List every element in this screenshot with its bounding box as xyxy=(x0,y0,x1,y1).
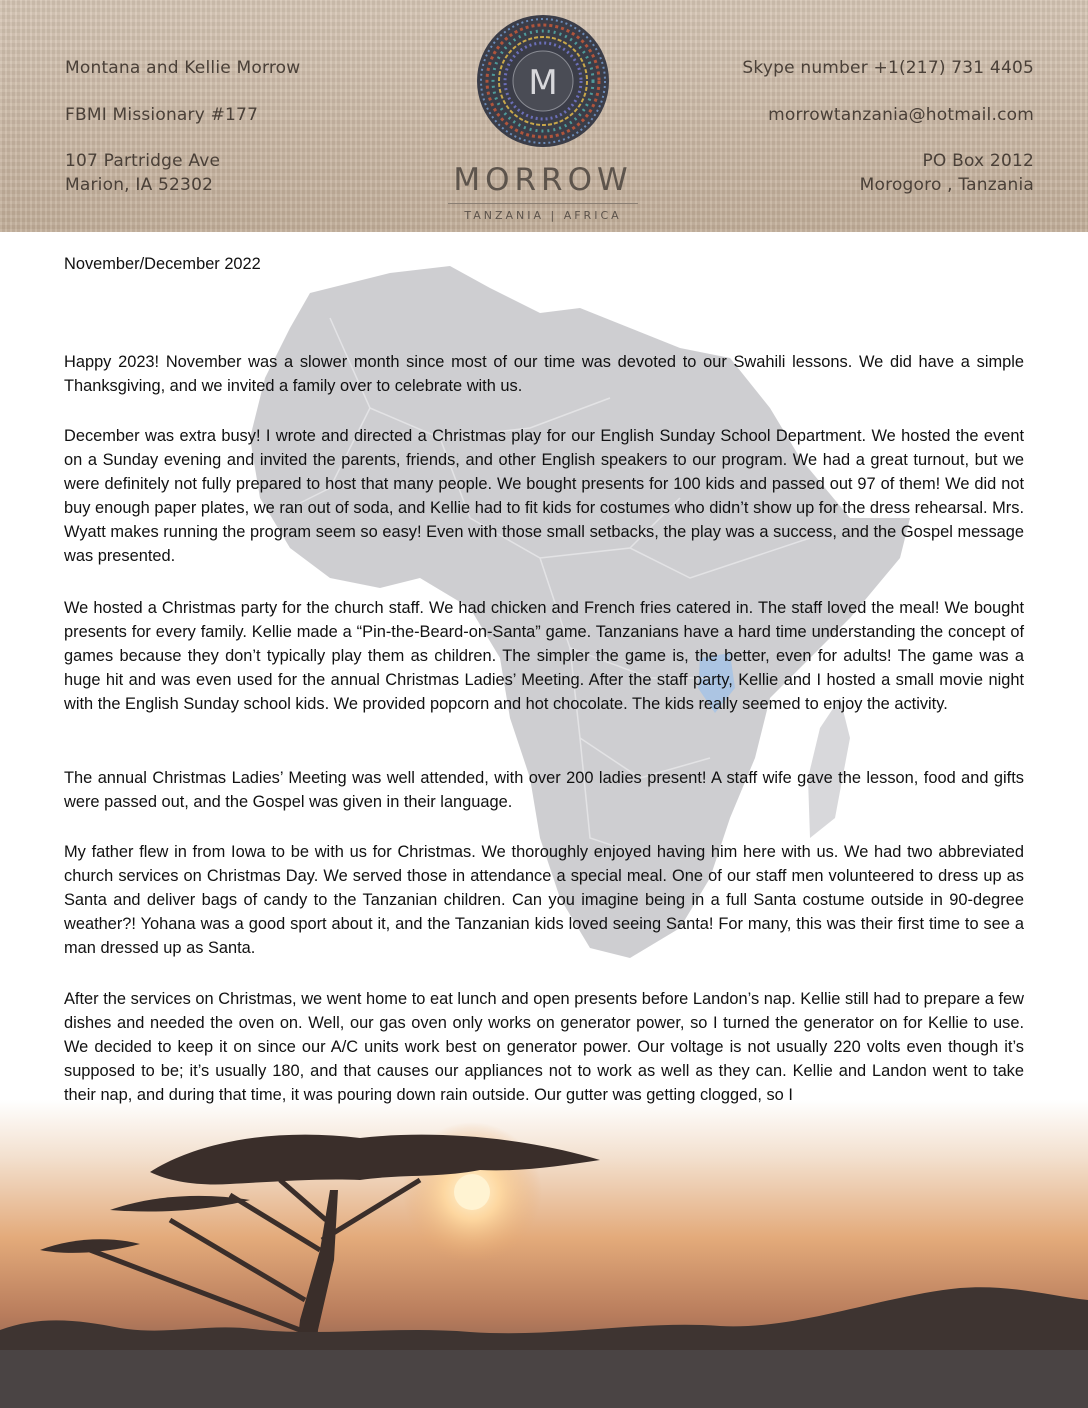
paragraph-christmas-play: December was extra busy! I wrote and directed a Christmas play for our English Sunday School Department. We hosted the event on a Sunday evening and invited the parents, friends, and other English speakers to our program. We had a great turnout, but we were definitely not fully prepared to host that many people. We bought presents for 100 kids and passed out 97 of them! We did not buy enough paper plates, we ran out of soda, and Kellie had to fit kids for costumes who didn’t show up for the dress rehearsal. Mrs. Wyatt makes running the program seem so easy! Even with those small setbacks, the play was a success, and the Gospel message was presented. xyxy=(64,427,1024,566)
paragraph-staff-party: We hosted a Christmas party for the church staff. We had chicken and French fries catered in. The staff loved the meal! We bought presents for every family. Kellie made a “Pin-the-Beard-on-Santa” game. Tanzanians have a hard time understanding the concept of games because they don’t typically play them as children. The simpler the game is, the better, even for adults! The game was a huge hit and was even used for the annual Christmas Ladies’ Meeting. After the staff party, Kellie and I hosted a small movie night with the English Sunday school kids. We provided popcorn and hot chocolate. The kids really seemed to enjoy the activity. xyxy=(64,599,1024,714)
logo-wordmark: MORROW xyxy=(453,162,633,198)
email-address: morrowtanzania@hotmail.com xyxy=(768,105,1034,125)
paragraph-father-visit: My father flew in from Iowa to be with us for Christmas. We thoroughly enjoyed having him here with us. We had two abbreviated church services on Christmas Day. We served those in attendance a special meal. One of our staff men volunteered to dress up as Santa and deliver bags of candy to the Tanzanian children. Can you imagine being in a full Santa costume outside in 90-degree weather?! Yohana was a good sport about it, and the Tanzanian kids loved seeing Santa! For many, this was their first time to see a man dressed up as Santa. xyxy=(64,843,1024,958)
us-address-street: 107 Partridge Ave xyxy=(65,151,221,171)
logo-tagline: TANZANIA | AFRICA xyxy=(464,209,622,222)
paragraph-ladies-meeting: The annual Christmas Ladies’ Meeting was well attended, with over 200 ladies present! A staff wife gave the lesson, food and gifts were passed out, and the Gospel was given in their language. xyxy=(64,769,1024,812)
paragraph-christmas-day: After the services on Christmas, we went home to eat lunch and open presents before Landon’s nap. Kellie still had to prepare a few dishes and needed the oven on. Well, our gas oven only works on generator power, so I turned the generator on for Kellie to use. We decided to keep it on since our A/C units work best on generator power. Our voltage is not usually 220 volts even though it’s supposed to be; it’s usually 180, and that causes our appliances not to work as well as they can. Kellie and Landon went to take their nap, and during that time, it was pouring down rain outside. Our gutter was getting clogged, so I xyxy=(64,990,1024,1105)
logo-divider xyxy=(448,203,638,204)
missionary-names: Montana and Kellie Morrow xyxy=(65,58,301,78)
acacia-sunset-image xyxy=(0,1100,1088,1408)
logo-initial: M xyxy=(528,63,558,103)
skype-number: Skype number +1(217) 731 4405 xyxy=(742,58,1034,78)
paragraph-november: Happy 2023! November was a slower month since most of our time was devoted to our Swahili lessons. We did have a simple Thanksgiving, and we invited a family over to celebrate with us. xyxy=(64,353,1024,396)
us-address-city: Marion, IA 52302 xyxy=(65,175,214,195)
mandala-logo-icon xyxy=(476,14,610,148)
missionary-number: FBMI Missionary #177 xyxy=(65,105,259,125)
letterhead xyxy=(0,0,1088,232)
po-box: PO Box 2012 xyxy=(922,151,1034,171)
letter-date: November/December 2022 xyxy=(64,255,261,273)
tanzania-city: Morogoro , Tanzania xyxy=(859,175,1034,195)
